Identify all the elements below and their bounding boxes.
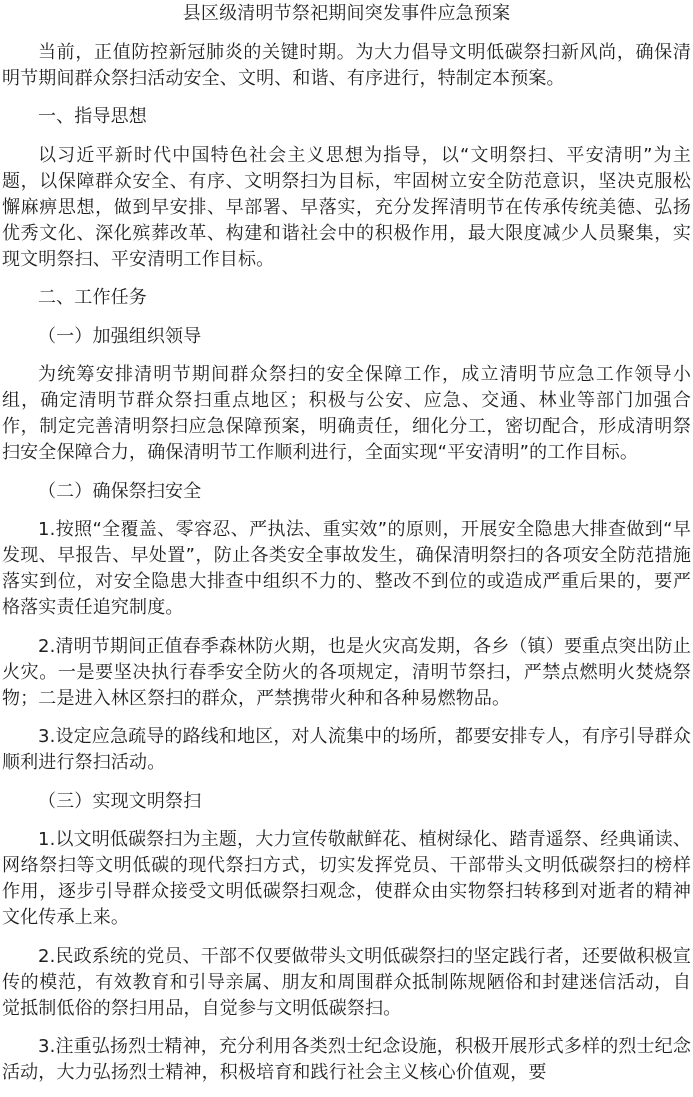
document-title: 县区级清明节祭祀期间突发事件应急预案 bbox=[182, 3, 511, 24]
paragraph-safety-1: 1.按照“全覆盖、零容忍、严执法、重实效”的原则，开展安全隐患大排查做到“早发现、早报告、早处置”，防止各类安全事故发生，确保清明祭扫的各项安全防范措施落实到位，对安全隐患大排查中组织不力的、整改不到位的或造成严重后果的，要严格落实责任追究制度。 bbox=[2, 519, 691, 618]
paragraph-guiding-ideology: 以习近平新时代中国特色社会主义思想为指导，以“文明祭扫、平安清明”为主题，以保障群众安全、有序、文明祭扫为目标，牢固树立安全防范意识，坚决克服松懈麻痹思想，做到早安排、早部署、早落实，充分发挥清明节在传承传统美德、弘扬优秀文化、深化殡葬改革、构建和谐社会中的积极作用，最大限度减少人员聚集，实现文明祭扫、平安清明工作目标。 bbox=[2, 144, 691, 270]
paragraph-safety-3: 3.设定应急疏导的路线和地区，对人流集中的场所，都要安排专人，有序引导群众顺利进行祭扫活动。 bbox=[2, 726, 691, 773]
paragraph-civilized-2: 2.民政系统的党员、干部不仅要做带头文明低碳祭扫的坚定践行者，还要做积极宣传的模范，有效教育和引导亲属、朋友和周围群众抵制陈规陋俗和封建迷信活动，自觉抵制低俗的祭扫用品，自觉参与文明低碳祭扫。 bbox=[2, 945, 691, 1019]
paragraph-civilized-3: 3.注重弘扬烈士精神，充分利用各类烈士纪念设施，积极开展形式多样的烈士纪念活动，大力弘扬烈士精神，积极培育和践行社会主义核心价值观，要 bbox=[2, 1036, 691, 1083]
subsection-heading-organization: （一）加强组织领导 bbox=[38, 325, 202, 347]
section-heading-tasks: 二、工作任务 bbox=[38, 287, 147, 308]
paragraph-civilized-1: 1.以文明低碳祭扫为主题，大力宣传敬献鲜花、植树绿化、踏青遥祭、经典诵读、网络祭扫等文明低碳的现代祭扫方式，切实发挥党员、干部带头文明低碳祭扫的榜样作用，逐步引导群众接受文明低碳祭扫观念，使群众由实物祭扫转移到对逝者的精神文化传承上来。 bbox=[2, 829, 691, 928]
paragraph-safety-2: 2.清明节期间正值春季森林防火期，也是火灾高发期，各乡（镇）要重点突出防止火灾。一是要坚决执行春季安全防火的各项规定，清明节祭扫，严禁点燃明火焚烧祭物；二是进入林区祭扫的群众，严禁携带火种和各种易燃物品。 bbox=[2, 635, 691, 709]
subsection-heading-safety: （二）确保祭扫安全 bbox=[38, 480, 202, 502]
paragraph-intro: 当前，正值防控新冠肺炎的关键时期。为大力倡导文明低碳祭扫新风尚，确保清明节期间群众祭扫活动安全、文明、和谐、有序进行，特制定本预案。 bbox=[2, 41, 691, 89]
section-heading-guiding-ideology: 一、指导思想 bbox=[38, 106, 147, 127]
subsection-heading-civilized: （三）实现文明祭扫 bbox=[38, 790, 202, 812]
paragraph-organization: 为统筹安排清明节期间群众祭扫的安全保障工作，成立清明节应急工作领导小组，确定清明节群众祭扫重点地区；积极与公安、应急、交通、林业等部门加强合作，制定完善清明祭扫应急保障预案，明确责任，细化分工，密切配合，形成清明祭扫安全保障合力，确保清明节工作顺利进行，全面实现“平安清明”的工作目标。 bbox=[2, 364, 691, 463]
